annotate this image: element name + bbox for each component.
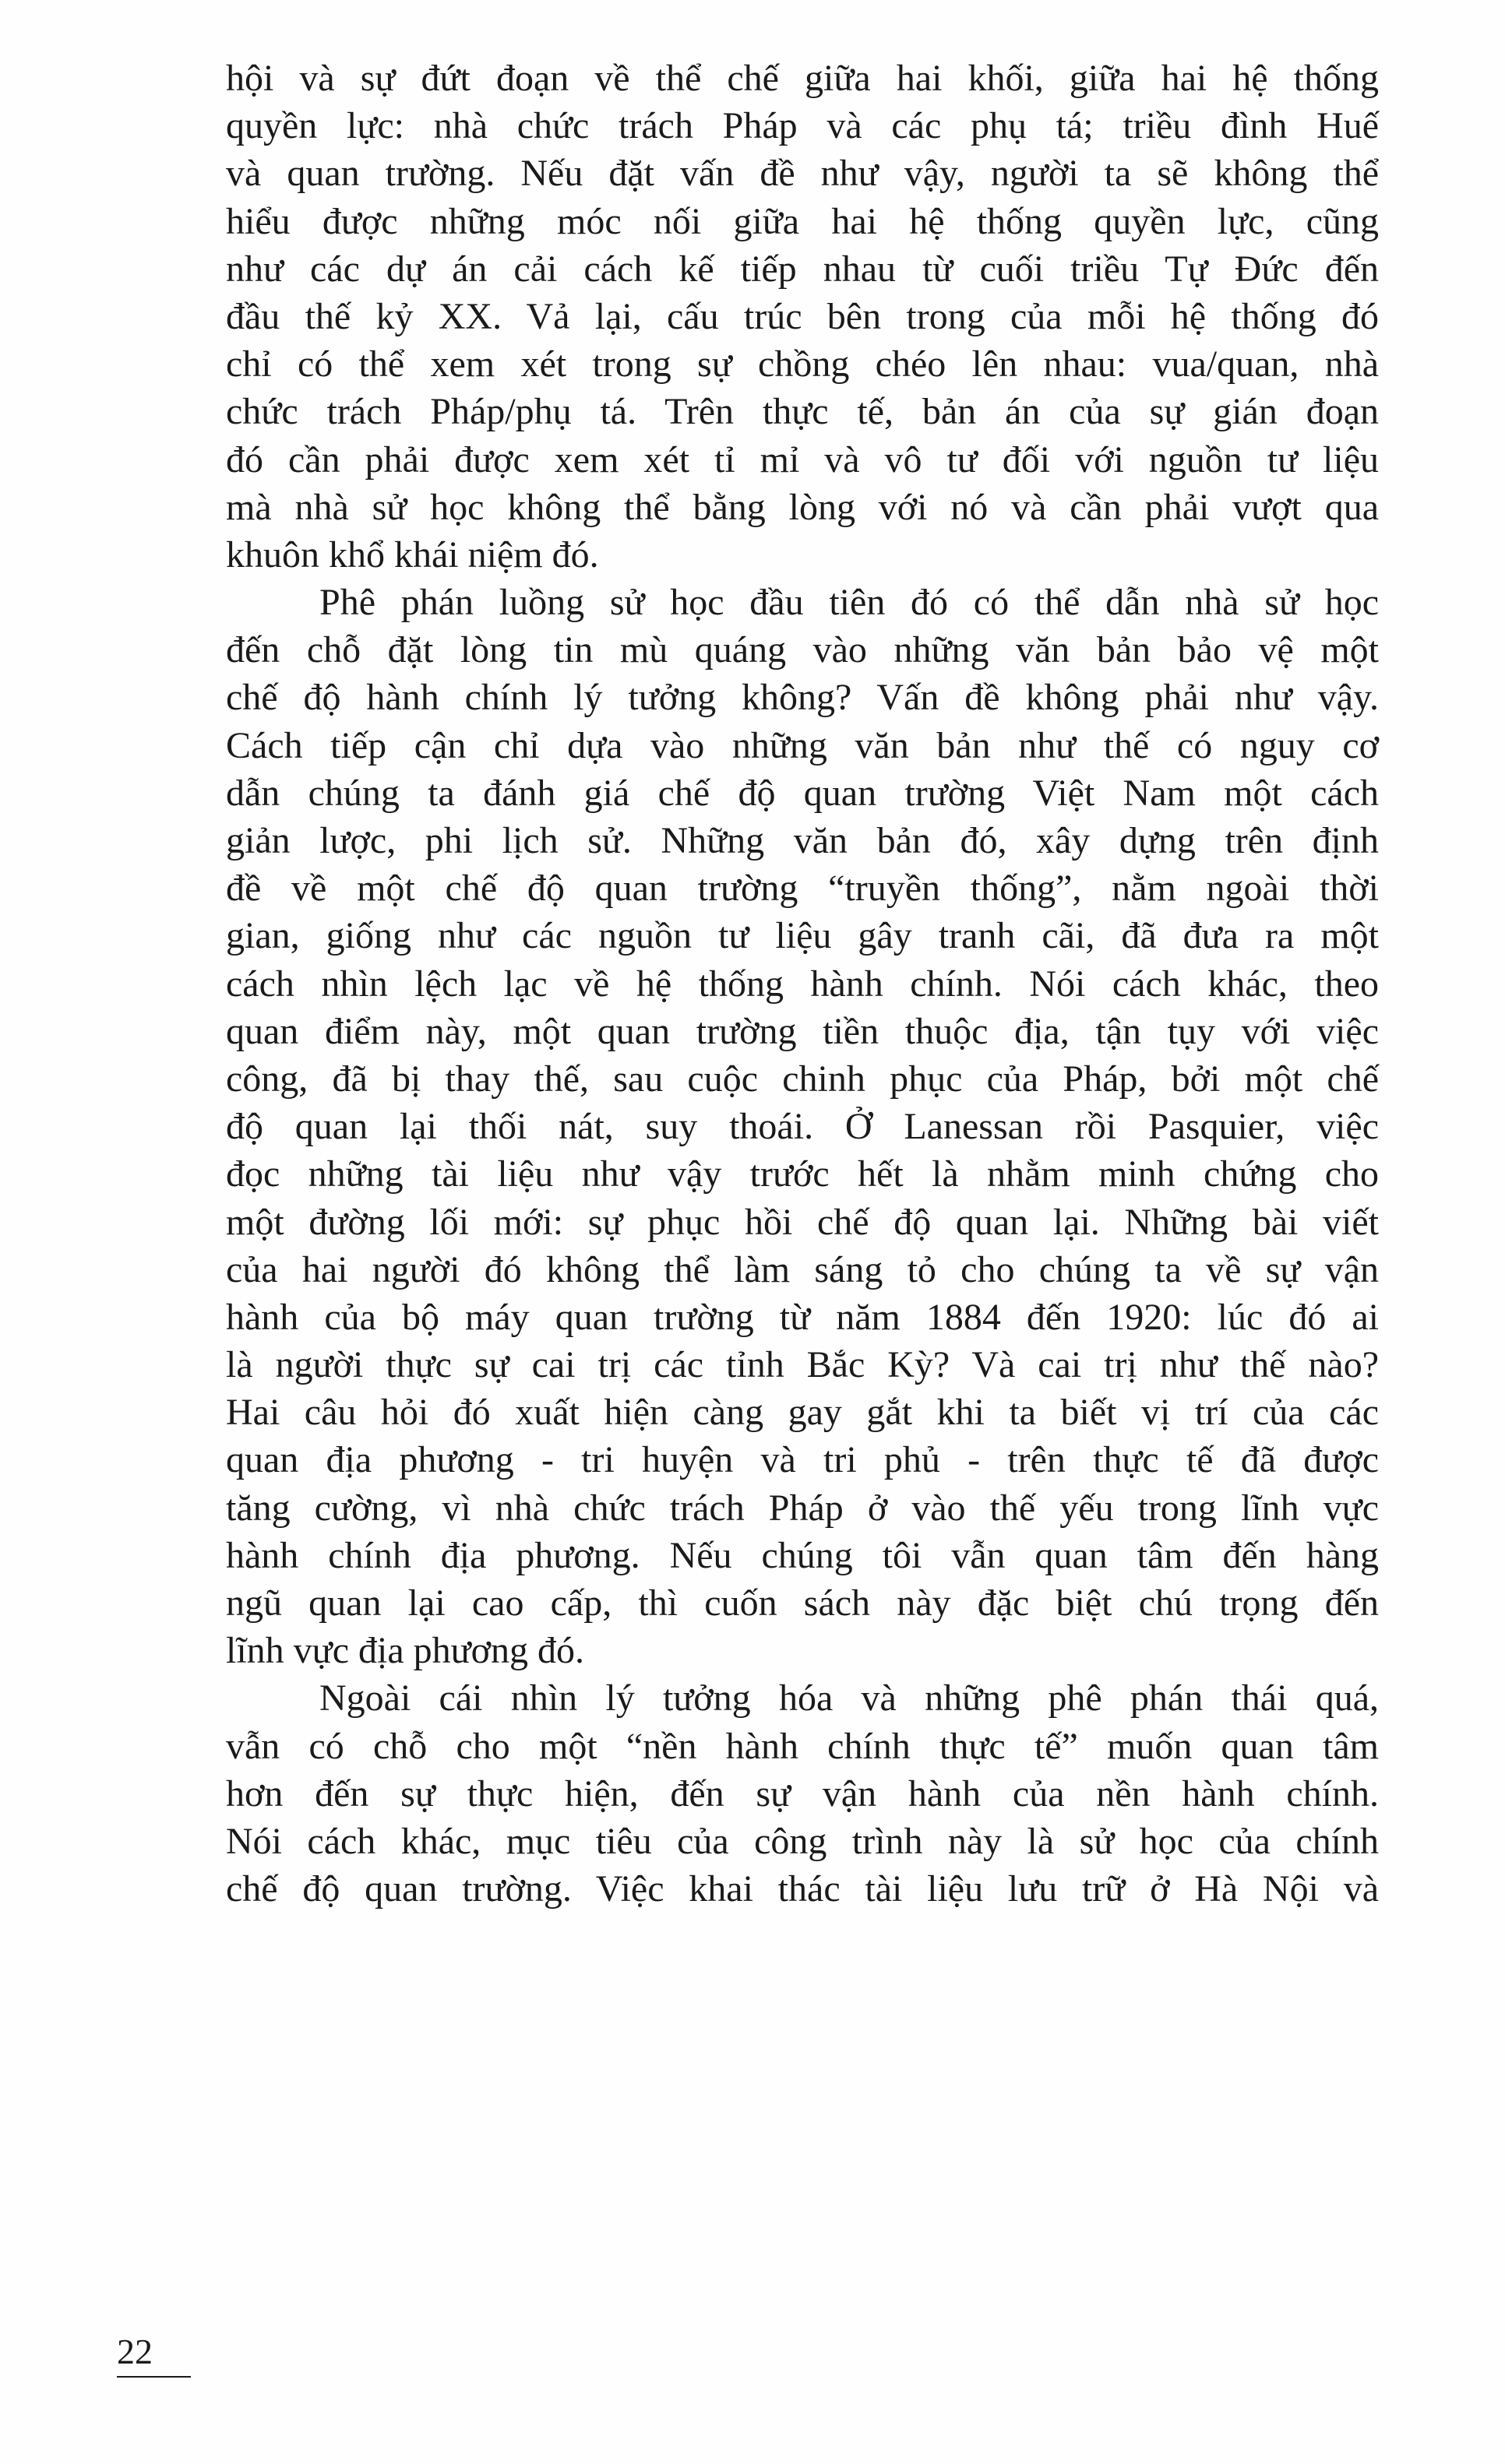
text-line: hội và sự đứt đoạn về thể chế giữa hai khối, giữa hai hệ thống (226, 58, 1379, 99)
text-line: và quan trường. Nếu đặt vấn đề như vậy, người ta sẽ không thể (226, 153, 1379, 195)
text-line: của hai người đó không thể làm sáng tỏ cho chúng ta về sự vận (226, 1248, 1379, 1290)
text-line: tăng cường, vì nhà chức trách Pháp ở vào thế yếu trong lĩnh vực (226, 1487, 1379, 1529)
text-line: lĩnh vực địa phương đó. (226, 1630, 585, 1672)
text-line: hành chính địa phương. Nếu chúng tôi vẫn quan tâm đến hàng (226, 1534, 1379, 1576)
text-line: quyền lực: nhà chức trách Pháp và các phụ tá; triều đình Huế (226, 105, 1379, 147)
text-line: chế độ hành chính lý tưởng không? Vấn đề không phải như vậy. (226, 677, 1379, 719)
text-line: dẫn chúng ta đánh giá chế độ quan trường Việt Nam một cách (226, 772, 1379, 814)
text-line: Nói cách khác, mục tiêu của công trình này là sử học của chính (226, 1820, 1379, 1862)
text-line: đó cần phải được xem xét tỉ mỉ và vô tư đối với nguồn tư liệu (226, 438, 1379, 480)
text-line: cách nhìn lệch lạc về hệ thống hành chính. Nói cách khác, theo (226, 963, 1379, 1005)
text-line: hiểu được những móc nối giữa hai hệ thống quyền lực, cũng (226, 200, 1379, 242)
text-line: Cách tiếp cận chỉ dựa vào những văn bản như thế có nguy cơ (226, 724, 1379, 766)
paragraph-1 (226, 55, 1379, 579)
text-line: Hai câu hỏi đó xuất hiện càng gay gắt khi ta biết vị trí của các (226, 1392, 1379, 1434)
text-line: gian, giống như các nguồn tư liệu gây tranh cãi, đã đưa ra một (226, 915, 1379, 957)
text-line: công, đã bị thay thế, sau cuộc chinh phục của Pháp, bởi một chế (226, 1058, 1379, 1100)
text-line: quan điểm này, một quan trường tiền thuộc địa, tận tụy với việc (226, 1010, 1379, 1052)
text-line: ngũ quan lại cao cấp, thì cuốn sách này đặc biệt chú trọng đến (226, 1582, 1379, 1624)
text-line: chế độ quan trường. Việc khai thác tài liệu lưu trữ ở Hà Nội và (226, 1868, 1379, 1910)
text-line: đến chỗ đặt lòng tin mù quáng vào những văn bản bảo vệ một (226, 629, 1379, 671)
paragraph-2 (226, 579, 1379, 1674)
text-line: Phê phán luồng sử học đầu tiên đó có thể dẫn nhà sử học (319, 582, 1379, 624)
text-line: độ quan lại thối nát, suy thoái. Ở Lanessan rồi Pasquier, việc (226, 1106, 1379, 1148)
text-line: hơn đến sự thực hiện, đến sự vận hành của nền hành chính. (226, 1772, 1379, 1815)
text-line: hành của bộ máy quan trường từ năm 1884 đến 1920: lúc đó ai (226, 1296, 1379, 1338)
page-number: 22 (117, 2332, 191, 2378)
text-line: chức trách Pháp/phụ tá. Trên thực tế, bản án của sự gián đoạn (226, 391, 1379, 433)
text-line: đọc những tài liệu như vậy trước hết là nhằm minh chứng cho (226, 1153, 1379, 1195)
paragraph-3 (226, 1674, 1379, 1913)
text-line: đề về một chế độ quan trường “truyền thống”, nằm ngoài thời (226, 868, 1379, 910)
body-text (226, 55, 1379, 1913)
text-line: đầu thế kỷ XX. Vả lại, cấu trúc bên trong của mỗi hệ thống đó (226, 295, 1379, 337)
text-line: khuôn khổ khái niệm đó. (226, 533, 599, 576)
text-line: Ngoài cái nhìn lý tưởng hóa và những phê phán thái quá, (319, 1677, 1379, 1720)
text-line: một đường lối mới: sự phục hồi chế độ quan lại. Những bài viết (226, 1201, 1379, 1243)
text-line: quan địa phương - tri huyện và tri phủ - trên thực tế đã được (226, 1439, 1379, 1481)
text-line: giản lược, phi lịch sử. Những văn bản đó, xây dựng trên định (226, 820, 1379, 861)
text-line: là người thực sự cai trị các tỉnh Bắc Kỳ? Và cai trị như thế nào? (226, 1344, 1379, 1386)
text-line: chỉ có thể xem xét trong sự chồng chéo lên nhau: vua/quan, nhà (226, 343, 1379, 385)
text-line: mà nhà sử học không thể bằng lòng với nó và cần phải vượt qua (226, 486, 1379, 528)
text-line: như các dự án cải cách kế tiếp nhau từ cuối triều Tự Đức đến (226, 248, 1379, 290)
text-line: vẫn có chỗ cho một “nền hành chính thực tế” muốn quan tâm (226, 1725, 1379, 1767)
